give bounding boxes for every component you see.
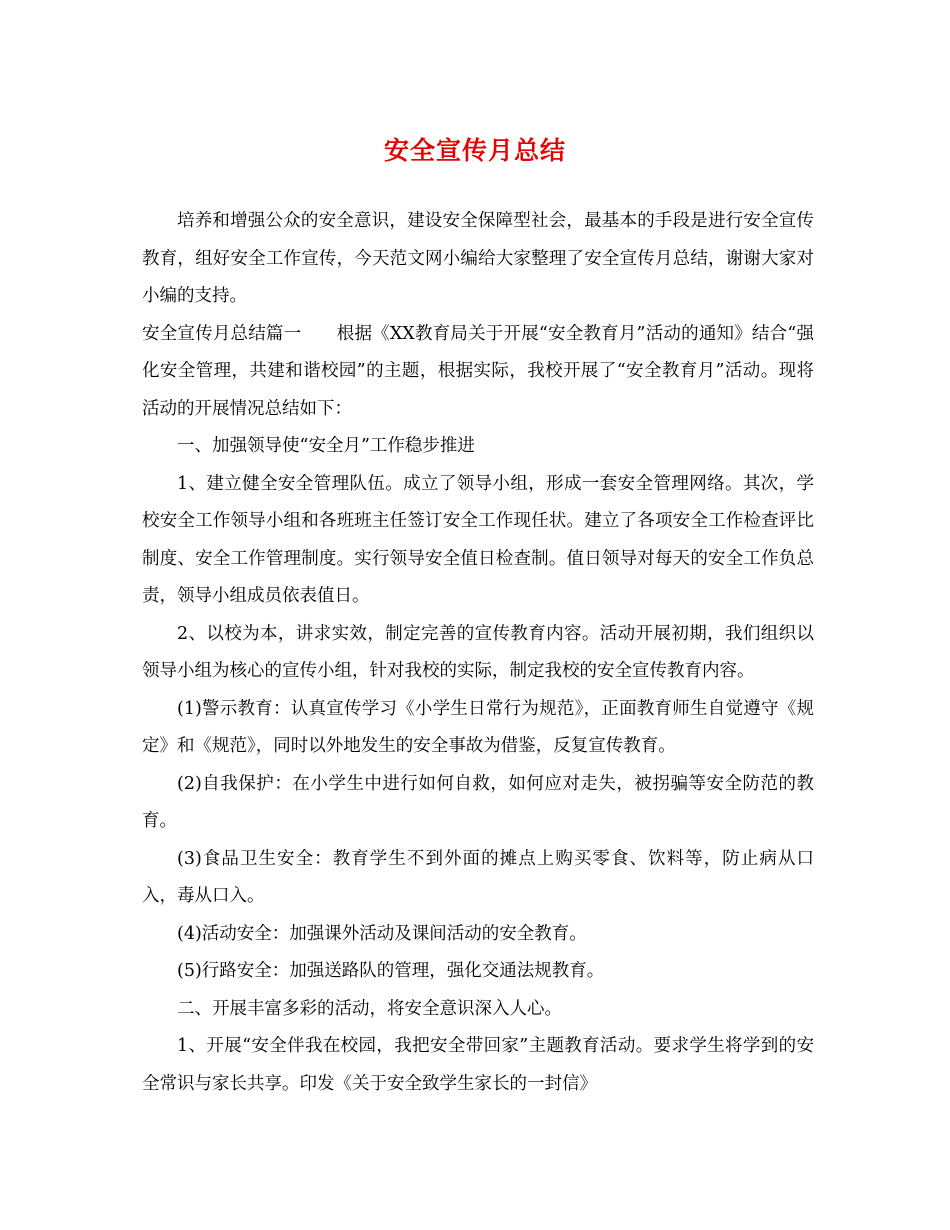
paragraph-subitem-2: (2)自我保护：在小学生中进行如何自救，如何应对走失，被拐骗等安全防范的教育。	[142, 773, 814, 831]
paragraph-item-2: 2、以校为本，讲求实效，制定完善的宣传教育内容。活动开展初期，我们组织以领导小组为核心的宣传小组，针对我校的实际，制定我校的安全宣传教育内容。	[142, 623, 814, 681]
paragraph-subitem-5: (5)行路安全：加强送路队的管理，强化交通法规教育。	[177, 961, 605, 981]
paragraph-subitem-4: (4)活动安全：加强课外活动及课间活动的安全教育。	[177, 923, 587, 944]
section-heading-2: 二、开展丰富多彩的活动，将安全意识深入人心。	[177, 998, 562, 1019]
document-body	[142, 203, 814, 1103]
paragraph-intro: 培养和增强公众的安全意识，建设安全保障型社会，最基本的手段是进行安全宣传教育，组好安全工作宣传，今天范文网小编给大家整理了安全宣传月总结，谢谢大家对小编的支持。	[142, 211, 814, 306]
paragraph-activity-1: 1、开展“安全伴我在校园，我把安全带回家”主题教育活动。要求学生将学到的安全常识与家长共享。印发《关于安全致学生家长的一封信》	[142, 1036, 814, 1094]
paragraph-subitem-3: (3)食品卫生安全：教育学生不到外面的摊点上购买零食、饮料等，防止病从口入，毒从口入。	[142, 848, 814, 906]
paragraph-part-one-heading: 安全宣传月总结篇一 根据《XX教育局关于开展“安全教育月”活动的通知》结合“强化安全管理，共建和谐校园”的主题，根据实际，我校开展了“安全教育月”活动。现将活动的开展情况总结如下：	[142, 323, 814, 419]
paragraph-subitem-1: (1)警示教育：认真宣传学习《小学生日常行为规范》，正面教育师生自觉遵守《规定》和《规范》，同时以外地发生的安全事故为借鉴，反复宣传教育。	[142, 698, 814, 756]
document-title: 安全宣传月总结	[383, 136, 566, 165]
section-heading-1: 一、加强领导使“安全月”工作稳步推进	[177, 436, 475, 456]
paragraph-item-1: 1、建立健全安全管理队伍。成立了领导小组，形成一套安全管理网络。其次，学校安全工作领导小组和各班班主任签订安全工作现任状。建立了各项安全工作检查评比制度、安全工作管理制度。实行领导安全值日检查制。值日领导对每天的安全工作负总责，领导小组成员依表值日。	[142, 473, 814, 606]
